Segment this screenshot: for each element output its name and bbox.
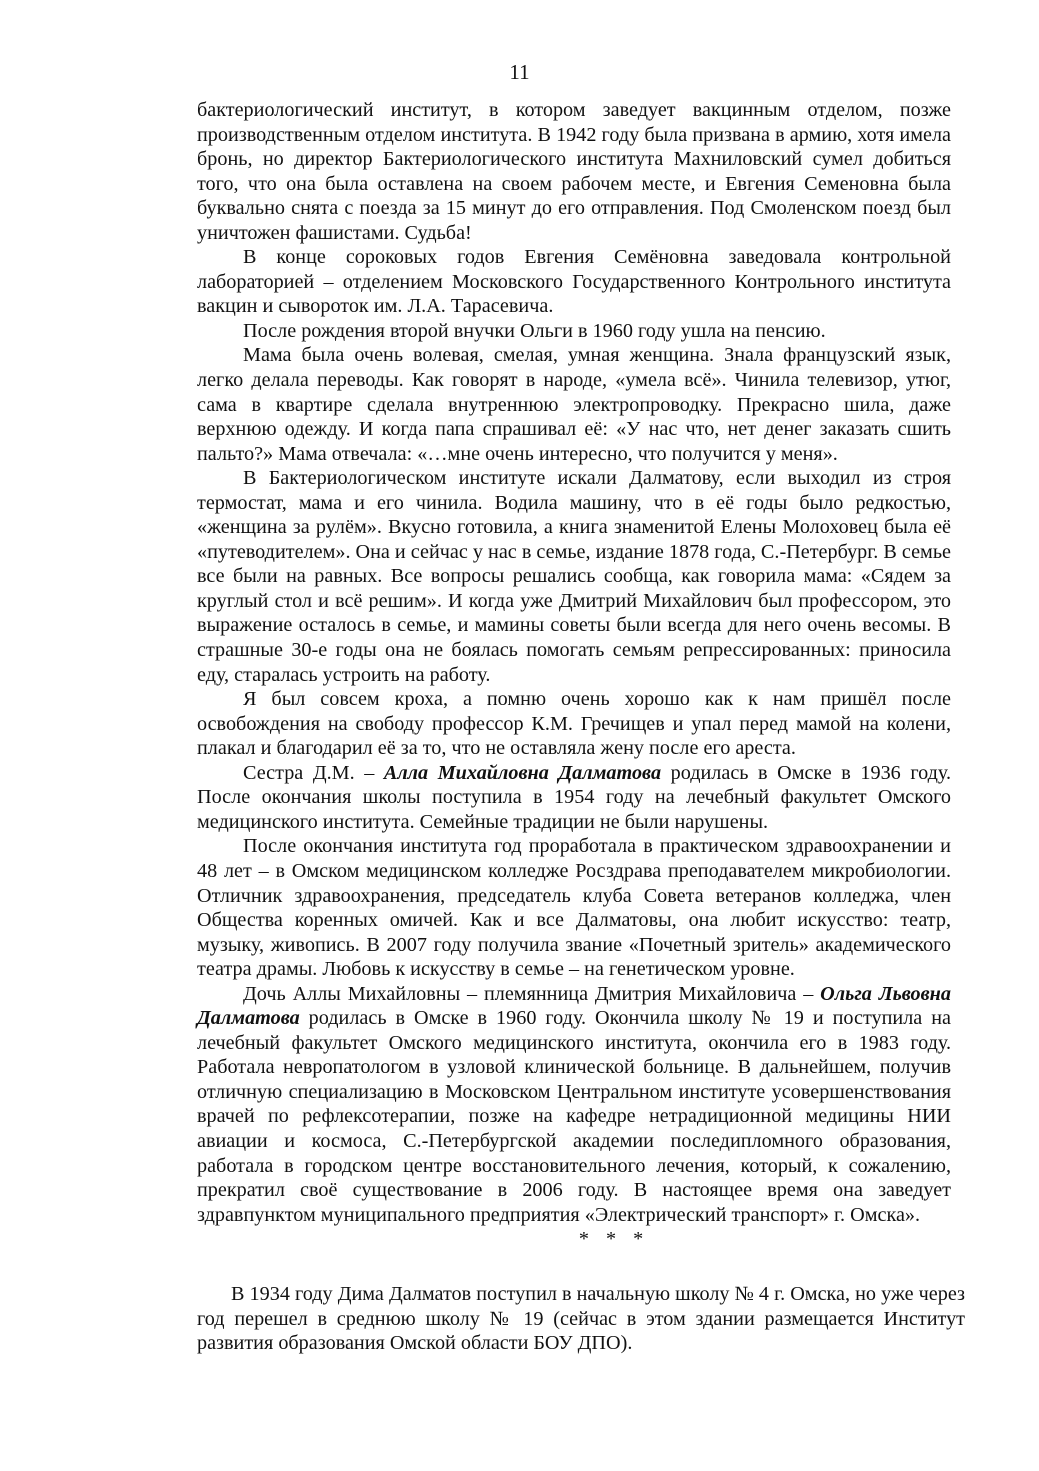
- paragraph-9: [197, 982, 951, 1227]
- paragraph-1: бактериологический институт, в котором заведует вакцинным отделом, позже производственным отделом института. В 1942 году была призвана в армию, хотя имела бронь, но директор Бактериологического института Махниловский сумел добиться того, что она была оставлена на своем рабочем месте, и Евгения Семеновна была буквально снята с поезда за 15 минут до его отправления. Под Смоленском поезд был уничтожен фашистами. Судьба!: [197, 99, 951, 244]
- paragraph-2: В конце сороковых годов Евгения Семёновна заведовала контрольной лабораторией – отделением Московского Государственного Контрольного института вакцин и сывороток им. Л.А. Тарасевича.: [197, 246, 951, 318]
- paragraph-5: В Бактериологическом институте искали Далматову, если выходил из строя термостат, мама и его чинила. Водила машину, что в её годы было редкостью, «женщина за рулём». Вкусно готовила, а книга знаменитой Елены Молоховец была её «путеводителем». Она и сейчас у нас в семье, издание 1878 года, С.-Петербург. В семье все были на равных. Все вопросы решались сообща, как говорила мама: «Сядем за круглый стол и всё решим». И когда уже Дмитрий Михайлович был профессором, это выражение осталось в семье, и мамины советы были всегда для него очень весомы. В страшные 30-е годы она не боялась помогать семьям репрессированных: приносила еду, старалась устроить на работу.: [197, 467, 951, 686]
- page-number: 11: [509, 60, 530, 84]
- paragraph-9-rest: родилась в Омске в 1960 году. Окончила школу № 19 и поступила на лечебный факультет Омского медицинского института, окончила его в 1983 году. Работала невропатологом в узловой клинической больнице. В дальнейшем, получив отличную специализацию в Московском Центральном институте усовершенствования врачей по рефлексотерапии, позже на кафедре нетрадиционной медицины НИИ авиации и космоса, С.-Петербургской академии последипломного образования, работала в городском центре восстановительного лечения, который, к сожалению, прекратил своё существование в 2006 году. В настоящее время она заведует здравпунктом муниципального предприятия «Электрический транспорт» г. Омска».: [197, 1007, 951, 1226]
- body-text: [197, 98, 951, 1252]
- person-name-alla: Алла Михайловна Далматова: [383, 761, 662, 784]
- paragraph-10: В 1934 году Дима Далматов поступил в начальную школу № 4 г. Омска, но уже через год перешел в среднюю школу № 19 (сейчас в этом здании размещается Институт развития образования Омской области БОУ ДПО).: [197, 1283, 965, 1355]
- paragraph-4: Мама была очень волевая, смелая, умная женщина. Знала французский язык, легко делала переводы. Как говорят в народе, «умела всё». Чинила телевизор, утюг, сама в квартире сделала внутреннюю электропроводку. Прекрасно шила, даже верхнюю одежду. И когда папа спрашивал её: «У нас что, нет денег заказать сшить пальто?» Мама отвечала: «…мне очень интересно, что получится у меня».: [197, 344, 951, 465]
- section-separator: * * *: [578, 1228, 650, 1251]
- paragraph-7-rest: родилась в Омске в 1936 году. После окончания школы поступила в 1954 году на лечебный факультет Омского медицинского института. Семейные традиции не были нарушены.: [197, 761, 951, 833]
- paragraph-6: Я был совсем кроха, а помню очень хорошо как к нам пришёл после освобождения на свободу профессор К.М. Гречищев и упал перед мамой на колени, плакал и благодарил её за то, что не оставляла жену после его ареста.: [197, 688, 951, 760]
- paragraph-9-lead: Дочь Аллы Михайловны – племянница Дмитрия Михайловича –: [243, 982, 821, 1005]
- person-name-olga: Ольга Львовна Далматова: [197, 982, 951, 1030]
- paragraph-8: После окончания института год проработала в практическом здравоохранении и 48 лет – в Омском медицинском колледже Росздрава преподавателем микробиологии. Отличник здравоохранения, председатель клуба Совета ветеранов колледжа, член Общества коренных омичей. Как и все Далматовы, она любит искусство: театр, музыку, живопись. В 2007 году получила звание «Почетный зритель» академического театра драмы. Любовь к искусству в семье – на генетическом уровне.: [197, 835, 951, 981]
- closing-text: [197, 1282, 965, 1356]
- paragraph-7-lead: Сестра Д.М. –: [243, 761, 384, 784]
- paragraph-3: После рождения второй внучки Ольги в 1960 году ушла на пенсию.: [243, 319, 826, 342]
- paragraph-7: [197, 761, 951, 835]
